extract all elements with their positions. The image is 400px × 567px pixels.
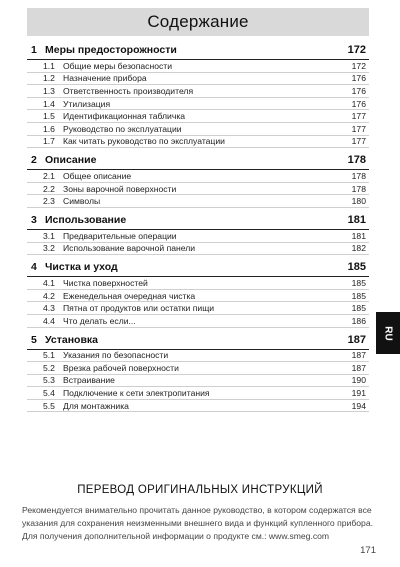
entry-number: 3.2 [43,243,55,254]
entry-title: Пятна от продуктов или остатки пищи [63,303,215,314]
toc-entry[interactable] [27,136,369,149]
toc-entry[interactable] [27,315,369,328]
entry-number: 1.3 [43,85,55,96]
toc-section [27,44,369,148]
entry-number: 1.1 [43,60,55,71]
entry-page: 190 [351,375,366,386]
toc-entry[interactable] [27,277,369,290]
toc-section [27,214,369,255]
entry-text [43,243,195,253]
section-page: 181 [347,213,366,226]
entry-page: 177 [351,111,366,122]
entry-number: 1.4 [43,98,55,109]
entry-number: 1.6 [43,123,55,134]
section-heading-text [31,214,126,226]
table-of-contents [27,44,369,418]
entry-page: 177 [351,123,366,134]
entry-number: 1.7 [43,136,55,147]
page-number: 171 [360,545,376,556]
entry-text [43,73,147,83]
entry-title: Ответственность производителя [63,85,194,96]
entry-title: Врезка рабочей поверхности [63,362,179,373]
entry-text [43,61,172,71]
entry-number: 2.3 [43,196,55,207]
intro-paragraph: Рекомендуется внимательно прочитать данное руководство, в котором содержатся все указания для сохранения неизменными внешнего вида и функций купленного прибора. [22,505,373,528]
entry-title: Руководство по эксплуатации [63,123,182,134]
section-page: 187 [347,333,366,346]
entry-title: Еженедельная очередная чистка [63,290,196,301]
entry-title: Как читать руководство по эксплуатации [63,136,225,147]
entry-text [43,401,129,411]
entry-text [43,388,210,398]
entry-title: Для монтажника [63,400,129,411]
entry-number: 1.2 [43,73,55,84]
entry-page: 177 [351,136,366,147]
entry-number: 5.2 [43,362,55,373]
entry-text [43,231,177,241]
entry-page: 187 [351,350,366,361]
section-heading-text [31,44,177,56]
entry-title: Идентификационная табличка [63,111,186,122]
section-title: Установка [45,333,98,346]
entry-text [43,375,115,385]
language-tab-label: RU [382,325,394,341]
entry-title: Общее описание [63,170,132,181]
entry-text [43,363,179,373]
entry-number: 2.1 [43,170,55,181]
toc-entry[interactable] [27,60,369,73]
entry-page: 187 [351,362,366,373]
intro-text [22,504,378,543]
section-heading-text [31,334,98,346]
toc-entry[interactable] [27,243,369,256]
toc-entry[interactable] [27,110,369,123]
entry-text [43,303,214,313]
section-heading-text [31,154,96,166]
section-page: 185 [347,261,366,274]
section-title: Использование [45,213,127,226]
toc-entry[interactable] [27,195,369,208]
toc-entry[interactable] [27,230,369,243]
entry-page: 185 [351,277,366,288]
entry-number: 3.1 [43,230,55,241]
entry-page: 191 [351,388,366,399]
entry-page: 185 [351,290,366,301]
entry-title: Использование варочной панели [63,243,196,254]
entry-page: 185 [351,303,366,314]
section-number: 3 [31,213,37,226]
section-title: Меры предосторожности [45,44,177,56]
entry-number: 4.4 [43,315,55,326]
entry-page: 172 [351,60,366,71]
info-paragraph: Для получения дополнительной информации о продукте см.: www.smeg.com [22,531,330,541]
section-page: 178 [347,154,366,167]
section-number: 4 [31,261,37,274]
entry-page: 176 [351,98,366,109]
entry-text [43,171,131,181]
entry-number: 1.5 [43,111,55,122]
original-instructions-heading: ПЕРЕВОД ОРИГИНАЛЬНЫХ ИНСТРУКЦИЙ [77,484,323,496]
section-number: 5 [31,333,37,346]
section-number: 1 [31,44,37,56]
toc-section [27,334,369,413]
toc-section-heading[interactable] [27,154,369,170]
toc-entry[interactable] [27,362,369,375]
toc-entry[interactable] [27,400,369,413]
toc-section-heading[interactable] [27,44,369,60]
entry-title: Что делать если... [63,315,136,326]
toc-entry[interactable] [27,73,369,86]
entry-number: 5.5 [43,400,55,411]
entry-page: 176 [351,85,366,96]
toc-section-heading[interactable] [27,334,369,350]
entry-text [43,184,176,194]
entry-page: 182 [351,243,366,254]
toc-entry[interactable] [27,387,369,400]
toc-title-bar [27,8,369,36]
entry-page: 194 [351,400,366,411]
entry-title: Назначение прибора [63,73,147,84]
entry-title: Подключение к сети электропитания [63,388,210,399]
entry-text [43,350,168,360]
entry-page: 178 [351,170,366,181]
toc-section-heading[interactable] [27,214,369,230]
page-title: Содержание [147,12,249,31]
section-page: 172 [347,44,366,56]
toc-section-heading[interactable] [27,261,369,277]
section-heading-text [31,261,118,273]
entry-page: 186 [351,315,366,326]
toc-entry[interactable] [27,350,369,363]
entry-text [43,196,100,206]
toc-entry[interactable] [27,375,369,388]
entry-text [43,278,148,288]
toc-entry[interactable] [27,123,369,136]
entry-text [43,86,193,96]
section-title: Описание [45,154,97,167]
entry-number: 2.2 [43,183,55,194]
entry-title: Зоны варочной поверхности [63,183,177,194]
entry-number: 4.3 [43,303,55,314]
entry-text [43,124,182,134]
entry-title: Предварительные операции [63,230,177,241]
entry-text [43,316,136,326]
language-tab [376,312,400,354]
entry-number: 5.4 [43,388,55,399]
entry-text [43,111,185,121]
entry-number: 5.1 [43,350,55,361]
entry-title: Общие меры безопасности [63,60,173,71]
toc-entry[interactable] [27,290,369,303]
entry-text [43,99,110,109]
entry-title: Утилизация [63,98,111,109]
entry-text [43,136,225,146]
entry-page: 180 [351,196,366,207]
entry-page: 176 [351,73,366,84]
toc-entry[interactable] [27,183,369,196]
entry-number: 4.2 [43,290,55,301]
toc-entry[interactable] [27,85,369,98]
entry-page: 181 [351,230,366,241]
entry-title: Встраивание [63,375,115,386]
toc-entry[interactable] [27,302,369,315]
entry-title: Указания по безопасности [63,350,169,361]
section-title: Чистка и уход [45,261,118,274]
entry-title: Чистка поверхностей [63,277,148,288]
entry-text [43,291,195,301]
entry-number: 4.1 [43,277,55,288]
entry-number: 5.3 [43,375,55,386]
toc-entry[interactable] [27,98,369,111]
entry-title: Символы [63,196,101,207]
section-number: 2 [31,154,37,167]
toc-section [27,261,369,327]
entry-page: 178 [351,183,366,194]
toc-section [27,154,369,208]
toc-entry[interactable] [27,170,369,183]
